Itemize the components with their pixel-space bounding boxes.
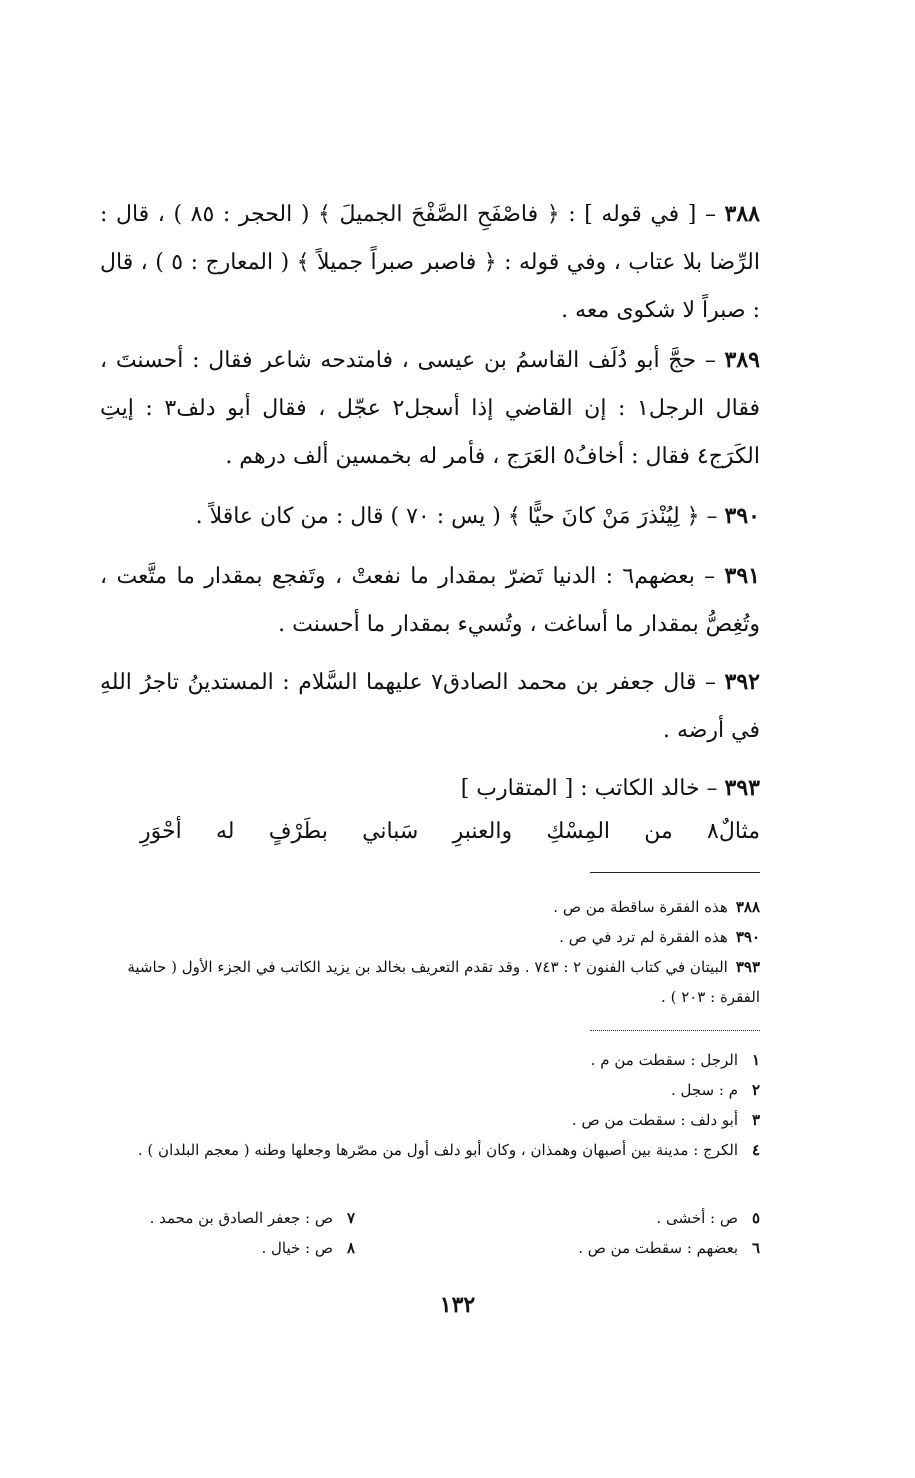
footnote-text: ص : خيال . bbox=[261, 1239, 333, 1257]
footnote-text: أبو دلف : سقطت من ص . bbox=[571, 1111, 738, 1129]
footnote-number: ١ bbox=[751, 1051, 760, 1069]
verse-word: له bbox=[215, 819, 235, 844]
paragraph-391 bbox=[100, 552, 760, 649]
footnote-text: ص : جعفر الصادق بن محمد . bbox=[149, 1209, 333, 1227]
verse-word: أحْوَرِ bbox=[140, 819, 182, 844]
footnote-text: ص : أخشى . bbox=[656, 1209, 738, 1227]
footnote-number: ٣ bbox=[751, 1111, 760, 1129]
paragraph-number: ٣٩٣ bbox=[724, 775, 760, 801]
paragraph-text: – ﴿ لِيُنْذرَ مَنْ كانَ حيًّا ﴾ ( يس : ٧٠ ) قال : من كان عاقلاً . bbox=[195, 504, 718, 529]
source-note-text: البيتان في كتاب الفنون ٢ : ٧٤٣ . وقد تقدم التعريف بخالد بن يزيد الكاتب في الجزء الأول ( حاشية الفقرة : ٢٠٣ ) . bbox=[127, 958, 760, 1006]
paragraph-text: – [ في قوله ] : ﴿ فاصْفَحِ الصَّفْحَ الجميلَ ﴾ ( الحجر : ٨٥ ) ، قال : الرِّضا بلا عتاب ، وفي قوله : ﴿ فاصبر صبراً جميلاً ﴾ ( المعارج : ٥ ) ، قال : صبراً لا شكوى معه . bbox=[100, 202, 760, 323]
footnote-number: ٤ bbox=[751, 1141, 760, 1159]
paragraph-390 bbox=[100, 492, 760, 541]
verse-word: مثالٌ٨ bbox=[707, 819, 760, 844]
footnote-text: بعضهم : سقطت من ص . bbox=[578, 1239, 738, 1257]
footnote-text: الكرج : مدينة بين أصبهان وهمذان ، وكان أبو دلف أول من مصّرها وجعلها وطنه ( معجم البلدان ) . bbox=[137, 1141, 738, 1159]
footnote bbox=[591, 1046, 760, 1074]
paragraph-393 bbox=[100, 764, 760, 813]
source-note bbox=[100, 922, 760, 952]
footnote bbox=[656, 1204, 760, 1232]
paragraph-number: ٣٨٩ bbox=[724, 347, 760, 373]
source-note-number: ٣٩٠ bbox=[735, 928, 760, 946]
verse-word: من bbox=[644, 819, 673, 844]
footnote-number: ٨ bbox=[346, 1239, 355, 1257]
paragraph-number: ٣٩١ bbox=[724, 563, 760, 589]
footnote bbox=[100, 1136, 760, 1164]
paragraph-number: ٣٩٠ bbox=[724, 503, 760, 529]
source-note bbox=[100, 952, 760, 1012]
paragraph-text: – حجَّ أبو دُلَف القاسمُ بن عيسى ، فامتدحه شاعر فقال : أحسنتَ ، فقال الرجل١ : إن القاضي إذا أسجل٢ عجّل ، فقال أبو دلف٣ : إيتِ الكَرَج٤ فقال : أخافُ٥ العَرَج ، فأمر له بخمسين ألف درهم . bbox=[100, 348, 760, 469]
verse-word: والعنبرِ bbox=[452, 819, 513, 844]
footnote bbox=[150, 1204, 355, 1232]
footnote bbox=[671, 1076, 760, 1104]
paragraph-392 bbox=[100, 658, 760, 755]
paragraph-number: ٣٨٨ bbox=[724, 201, 760, 227]
paragraph-389 bbox=[100, 336, 760, 481]
paragraph-388 bbox=[100, 190, 760, 335]
paragraph-text: – قال جعفر بن محمد الصادق٧ عليهما السَّلام : المستدينُ تاجرُ اللهِ في أرضه . bbox=[100, 670, 760, 743]
footnote-number: ٦ bbox=[751, 1239, 760, 1257]
source-note-text: هذه الفقرة لم ترد في ص . bbox=[559, 928, 728, 946]
footnote-number: ٢ bbox=[751, 1081, 760, 1099]
source-note-number: ٣٩٣ bbox=[735, 958, 760, 976]
paragraph-text: – خالد الكاتب : [ المتقارب ] bbox=[460, 776, 718, 801]
footnote bbox=[578, 1234, 760, 1262]
footnote-number: ٧ bbox=[346, 1209, 355, 1227]
poem-verse bbox=[140, 812, 760, 852]
page-number: ١٣٢ bbox=[439, 1292, 476, 1318]
source-note-number: ٣٨٨ bbox=[735, 898, 760, 916]
paragraph-text: – بعضهم٦ : الدنيا تَضرّ بمقدار ما نفعتْ ، وتَفجع بمقدار ما متَّعت ، وتُغِصُّ بمقدار ما أساغت ، وتُسيء بمقدار ما أحسنت . bbox=[100, 564, 760, 637]
footnote bbox=[261, 1234, 355, 1262]
verse-word: سَباني bbox=[362, 819, 419, 844]
source-note bbox=[100, 892, 760, 922]
footnote bbox=[572, 1106, 760, 1134]
source-note-text: هذه الفقرة ساقطة من ص . bbox=[553, 898, 728, 916]
paragraph-number: ٣٩٢ bbox=[724, 669, 760, 695]
verse-word: بطَرْفٍ bbox=[268, 819, 328, 844]
footnote-text: الرجل : سقطت من م . bbox=[590, 1051, 738, 1069]
footnote-text: م : سجل . bbox=[670, 1081, 738, 1099]
dotted-separator bbox=[590, 1030, 760, 1031]
footnote-separator bbox=[590, 872, 760, 873]
footnote-number: ٥ bbox=[751, 1209, 760, 1227]
verse-word: المِسْكِ bbox=[546, 819, 611, 844]
